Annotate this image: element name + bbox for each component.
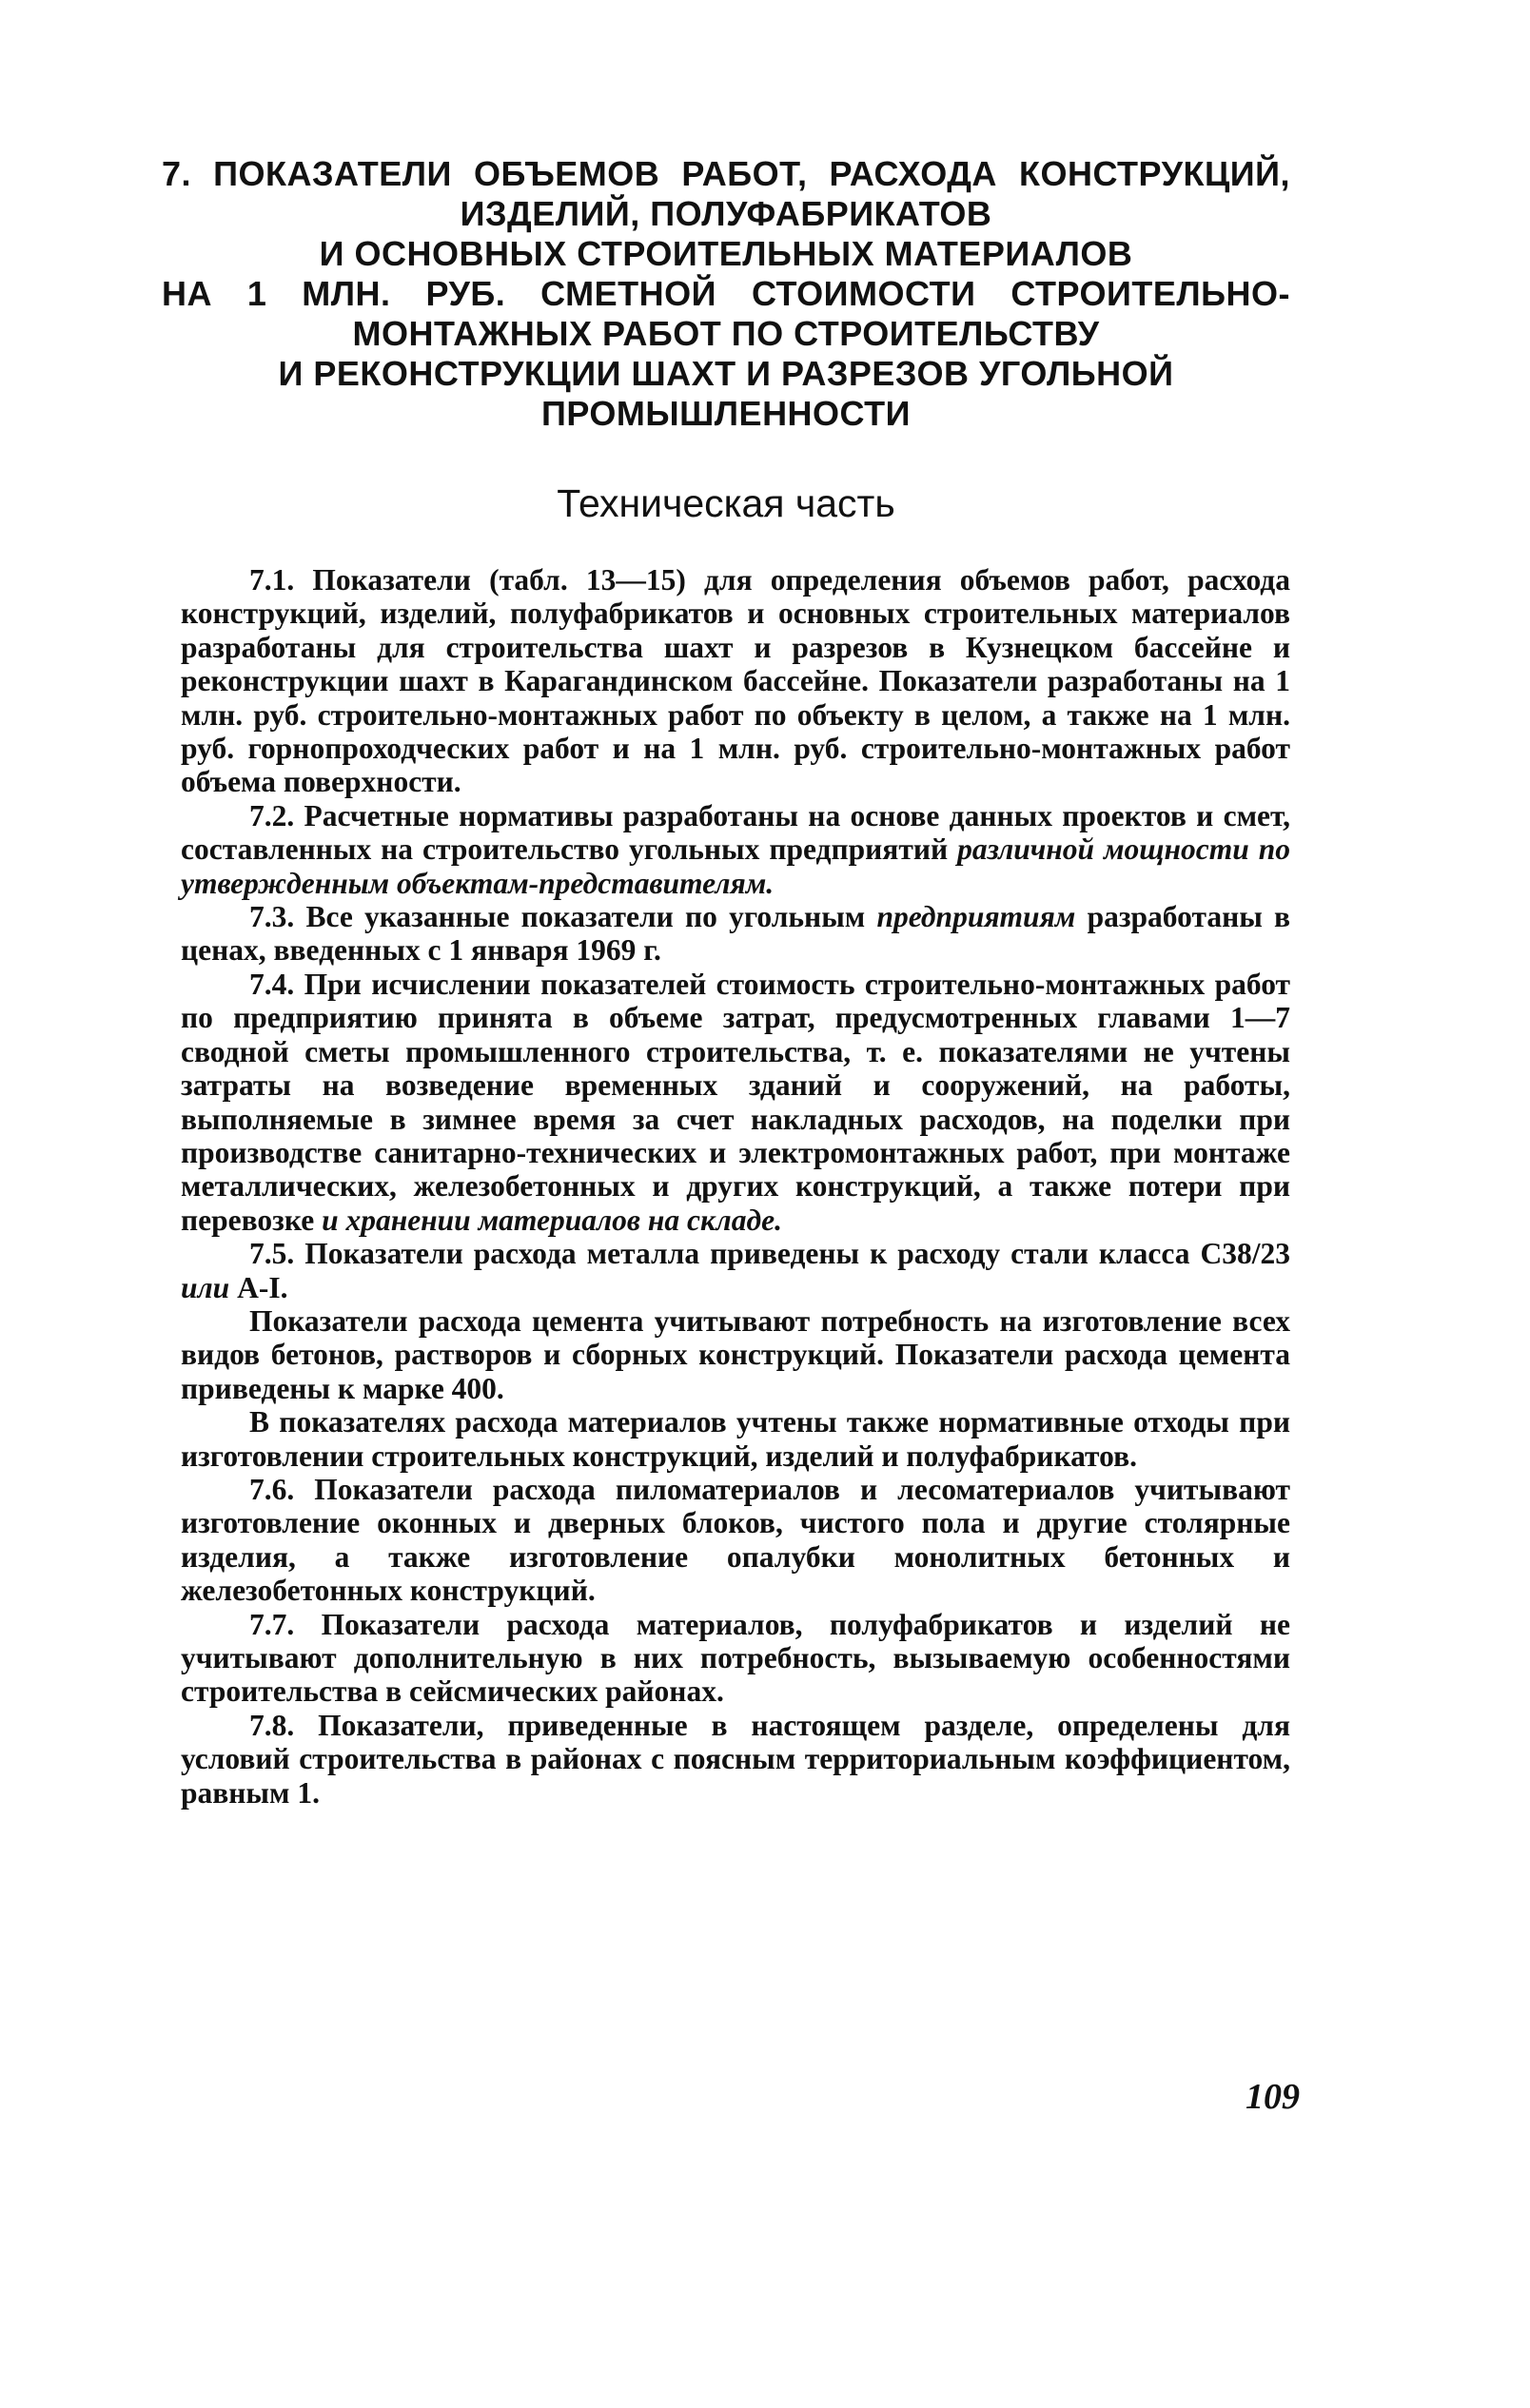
paragraph-7-4-italic: и хранении материалов на складе.: [322, 1203, 782, 1237]
heading-line-5: МОНТАЖНЫХ РАБОТ ПО СТРОИТЕЛЬСТВУ: [352, 314, 1100, 353]
heading-line-4: НА 1 МЛН. РУБ. СМЕТНОЙ СТОИМОСТИ СТРОИТЕЛЬНО-: [162, 274, 1290, 313]
paragraph-7-5-italic: или: [181, 1270, 230, 1304]
subsection-title: Техническая часть: [557, 481, 895, 525]
section-heading: [162, 154, 1290, 434]
paragraph-7-2-italic: различной мощности по утвержденным объектам-представителям.: [181, 832, 1290, 900]
heading-line-3: И ОСНОВНЫХ СТРОИТЕЛЬНЫХ МАТЕРИАЛОВ: [319, 234, 1133, 273]
heading-line-1: 7. ПОКАЗАТЕЛИ ОБЪЕМОВ РАБОТ, РАСХОДА КОНСТРУКЦИЙ,: [162, 154, 1290, 193]
paragraph-7-5: [181, 1237, 1290, 1304]
heading-line-2: ИЗДЕЛИЙ, ПОЛУФАБРИКАТОВ: [460, 194, 992, 233]
paragraph-7-6: 7.6. Показатели расхода пиломатериалов и лесоматериалов учитывают изготовление оконных и дверных блоков, чистого пола и другие столярные изделия, а также изготовление опалубки монолитных бетонных и железобетонных конструкций.: [181, 1472, 1290, 1608]
paragraph-7-1: 7.1. Показатели (табл. 13—15) для определения объемов работ, расхода конструкций, изделий, полуфабрикатов и основных строительных материалов разработаны для строительства шахт и разрезов в Кузнецком бассейне и реконструкции шахт в Карагандинском бассейне. Показатели разработаны на 1 млн. руб. строительно-монтажных работ по объекту в целом, а также на 1 млн. руб. горнопроходческих работ и на 1 млн. руб. строительно-монтажных работ объема поверхности.: [181, 563, 1290, 799]
paragraph-7-3-rest: разработаны в ценах, введенных с 1 января 1969 г.: [181, 900, 1291, 968]
heading-line-6: И РЕКОНСТРУКЦИИ ШАХТ И РАЗРЕЗОВ УГОЛЬНОЙ: [278, 354, 1174, 393]
paragraph-7-4: [181, 968, 1290, 1237]
paragraph-7-3-italic: предприятиям: [876, 900, 1076, 934]
paragraph-7-4-text: 7.4. При исчислении показателей стоимость строительно-монтажных работ по предприятию принята в объеме затрат, предусмотренных главами 1—7 сводной сметы промышленного строительства, т. е. показателями не учтены затраты на возведение временных зданий и сооружений, на работы, выполняемые в зимнее время за счет накладных расходов, на поделки при производстве санитарно-технических и электромонтажных работ, при монтаже металлических, железобетонных и других конструкций, а также потери при перевозке: [181, 967, 1290, 1237]
paragraph-7-5-text: 7.5. Показатели расхода металла приведены к расходу стали класса С38/23: [249, 1237, 1290, 1271]
paragraph-7-3-text: 7.3. Все указанные показатели по угольным: [249, 900, 866, 934]
heading-line-7: ПРОМЫШЛЕННОСТИ: [540, 394, 912, 433]
paragraph-7-5-rest: А-I.: [237, 1270, 288, 1304]
paragraph-7-3: [181, 900, 1290, 968]
page-number: 109: [1246, 2077, 1300, 2117]
paragraph-7-7: 7.7. Показатели расхода материалов, полуфабрикатов и изделий не учитывают дополнительную в них потребность, вызываемую особенностями строительства в сейсмических районах.: [181, 1607, 1290, 1709]
body-text: [181, 563, 1290, 1810]
paragraph-7-2: [181, 799, 1290, 900]
paragraph-7-8: 7.8. Показатели, приведенные в настоящем разделе, определены для условий строительства в районах с поясным территориальным коэффициентом, равным 1.: [181, 1708, 1290, 1810]
paragraph-7-2-text: 7.2. Расчетные нормативы разработаны на основе данных проектов и смет, составленных на строительство угольных предприятий: [181, 798, 1290, 867]
paragraph-cement: Показатели расхода цемента учитывают потребность на изготовление всех видов бетонов, растворов и сборных конструкций. Показатели расхода цемента приведены к марке 400.: [181, 1303, 1290, 1405]
paragraph-waste: В показателях расхода материалов учтены также нормативные отходы при изготовлении строительных конструкций, изделий и полуфабрикатов.: [181, 1405, 1290, 1473]
